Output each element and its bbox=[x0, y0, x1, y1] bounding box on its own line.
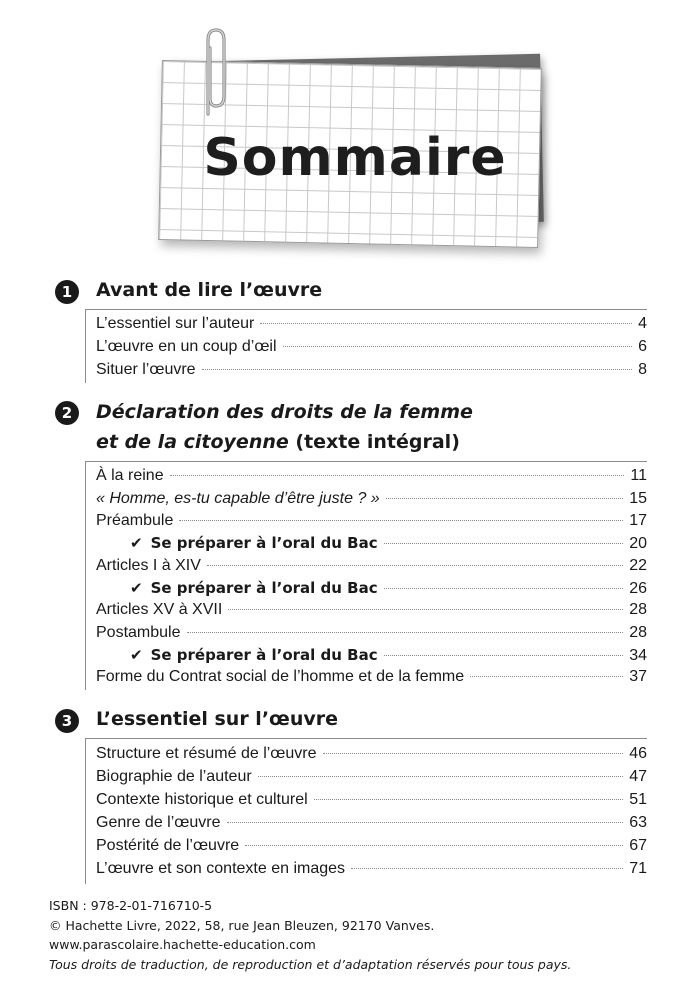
website: www.parascolaire.hachette-education.com bbox=[49, 937, 316, 952]
page-title: Sommaire bbox=[203, 128, 507, 188]
section-3-number: 3 bbox=[55, 709, 79, 733]
section-2-title-line1: Déclaration des droits de la femme bbox=[96, 401, 473, 423]
isbn: ISBN : 978-2-01-716710-5 bbox=[49, 898, 213, 913]
toc-entry[interactable]: L’essentiel sur l’auteur 4 bbox=[96, 315, 647, 332]
toc-entry[interactable]: Structure et résumé de l’œuvre 46 bbox=[96, 745, 647, 762]
checkmark-icon: ✔ bbox=[130, 535, 143, 552]
toc-entry[interactable]: À la reine 11 bbox=[96, 467, 647, 484]
checkmark-icon: ✔ bbox=[130, 580, 143, 597]
section-2-title-line2: et de la citoyenne (texte intégral) bbox=[96, 431, 460, 453]
section-1-title: Avant de lire l’œuvre bbox=[96, 279, 323, 301]
section-3-rule bbox=[85, 738, 647, 739]
section-1-rule bbox=[85, 309, 647, 310]
toc-entry[interactable]: L’œuvre et son contexte en images 71 bbox=[96, 860, 647, 877]
colophon bbox=[49, 896, 571, 974]
toc-entry[interactable]: Articles XV à XVII 28 bbox=[96, 601, 647, 618]
toc-entry[interactable]: L’œuvre en un coup d’œil 6 bbox=[96, 338, 647, 355]
toc-entry[interactable]: Biographie de l’auteur 47 bbox=[96, 768, 647, 785]
section-3-title: L’essentiel sur l’œuvre bbox=[96, 708, 338, 730]
toc-entry[interactable]: Forme du Contrat social de l’homme et de la femme 37 bbox=[96, 668, 647, 685]
toc-entry[interactable]: « Homme, es-tu capable d’être juste ? » 15 bbox=[96, 490, 647, 507]
toc-entry[interactable]: Postérité de l’œuvre 67 bbox=[96, 837, 647, 854]
checkmark-icon: ✔ bbox=[130, 647, 143, 664]
paperclip-icon bbox=[194, 26, 234, 118]
section-2-bar bbox=[85, 461, 86, 690]
toc-entry[interactable]: Postambule 28 bbox=[96, 624, 647, 641]
toc-subentry[interactable]: ✔ Se préparer à l’oral du Bac 34 bbox=[130, 646, 647, 664]
toc-entry[interactable]: Contexte historique et culturel 51 bbox=[96, 791, 647, 808]
section-1-bar bbox=[85, 309, 86, 383]
toc-entry[interactable]: Situer l’œuvre 8 bbox=[96, 361, 647, 378]
section-1-number: 1 bbox=[55, 280, 79, 304]
toc-subentry[interactable]: ✔ Se préparer à l’oral du Bac 20 bbox=[130, 534, 647, 552]
toc-entry[interactable]: Genre de l’œuvre 63 bbox=[96, 814, 647, 831]
toc-entry[interactable]: Articles I à XIV 22 bbox=[96, 557, 647, 574]
rights-notice: Tous droits de traduction, de reproduction et d’adaptation réservés pour tous pays. bbox=[49, 956, 572, 972]
toc-subentry[interactable]: ✔ Se préparer à l’oral du Bac 26 bbox=[130, 579, 647, 597]
section-2-number: 2 bbox=[55, 401, 79, 425]
section-2-rule bbox=[85, 461, 647, 462]
section-3-bar bbox=[85, 738, 86, 884]
toc-entry[interactable]: Préambule 17 bbox=[96, 512, 647, 529]
copyright: © Hachette Livre, 2022, 58, rue Jean Bleuzen, 92170 Vanves. bbox=[49, 917, 435, 933]
